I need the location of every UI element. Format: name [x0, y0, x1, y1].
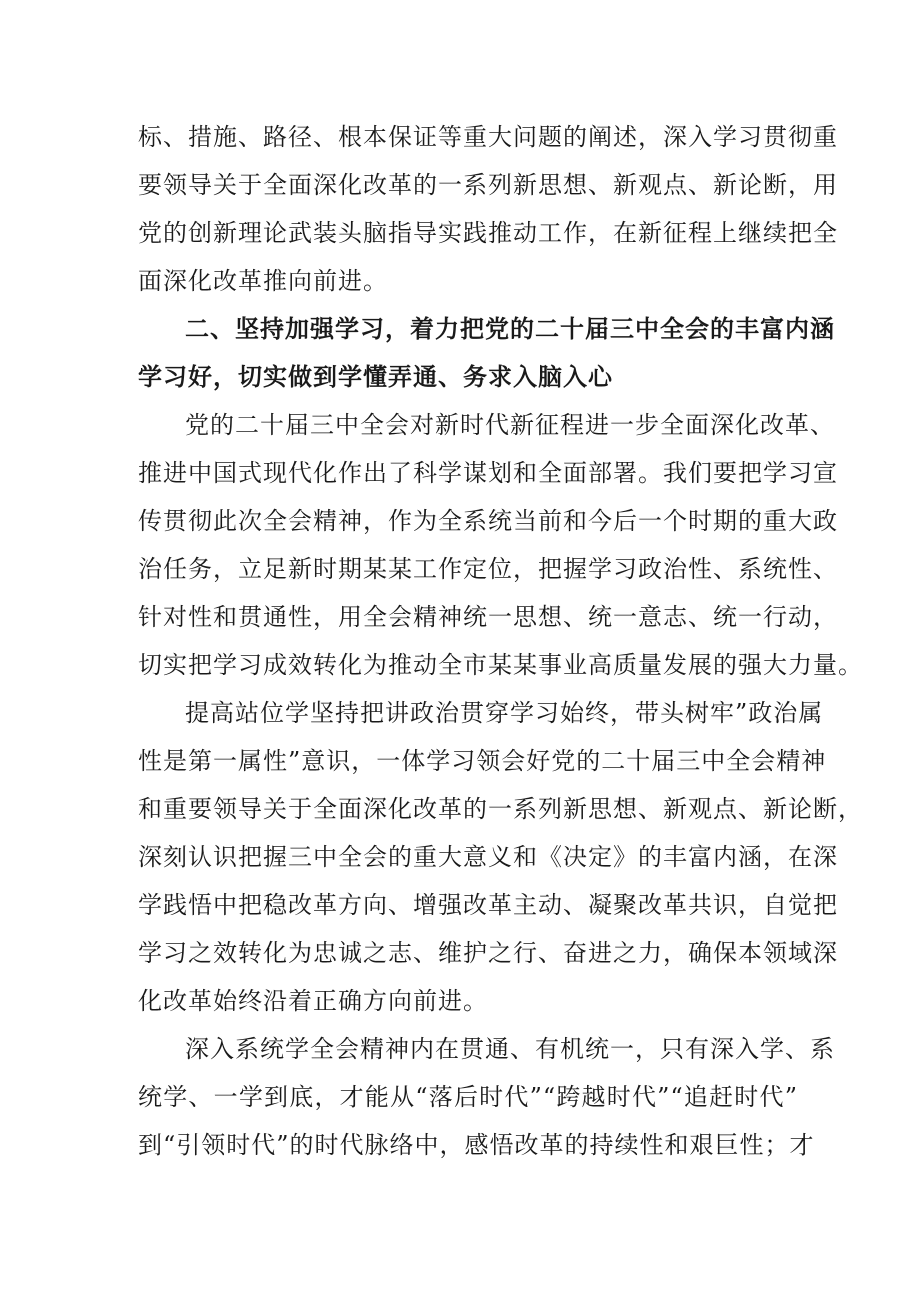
paragraph-line: 治任务，立足新时期某某工作定位，把握学习政治性、系统性、	[138, 555, 838, 583]
paragraph-line: 提高站位学坚持把讲政治贯穿学习始终，带头树牢”政治属	[185, 699, 824, 727]
paragraph-line: 学践悟中把稳改革方向、增强改革主动、凝聚改革共识，自觉把	[138, 891, 838, 919]
heading-line: 二、坚持加强学习，着力把党的二十届三中全会的丰富内涵	[185, 315, 835, 343]
paragraph-line: 和重要领导关于全面深化改革的一系列新思想、新观点、新论断，	[138, 795, 863, 823]
paragraph-line: 传贯彻此次全会精神，作为全系统当前和今后一个时期的重大政	[138, 507, 838, 535]
paragraph-line: 标、措施、路径、根本保证等重大问题的阐述，深入学习贯彻重	[138, 123, 838, 151]
paragraph-line: 党的创新理论武装头脑指导实践推动工作，在新征程上继续把全	[138, 219, 838, 247]
paragraph-line: 要领导关于全面深化改革的一系列新思想、新观点、新论断，用	[138, 171, 838, 199]
paragraph-line: 学习之效转化为忠诚之志、维护之行、奋进之力，确保本领域深	[138, 939, 838, 967]
paragraph-line: 化改革始终沿着正确方向前进。	[138, 987, 488, 1015]
paragraph-line: 性是第一属性”意识，一体学习领会好党的二十届三中全会精神	[138, 747, 827, 775]
heading-line: 学习好，切实做到学懂弄通、务求入脑入心	[138, 363, 613, 391]
paragraph-line: 深入系统学全会精神内在贯通、有机统一，只有深入学、系	[185, 1035, 835, 1063]
paragraph-line: 面深化改革推向前进。	[138, 267, 388, 295]
paragraph-line: 推进中国式现代化作出了科学谋划和全面部署。我们要把学习宣	[138, 459, 838, 487]
paragraph-line: 党的二十届三中全会对新时代新征程进一步全面深化改革、	[185, 411, 835, 439]
paragraph-line: 切实把学习成效转化为推动全市某某事业高质量发展的强大力量。	[138, 651, 863, 679]
paragraph-line: 到“引领时代”的时代脉络中，感悟改革的持续性和艰巨性；才	[138, 1131, 815, 1159]
paragraph-line: 统学、一学到底，才能从“落后时代”“跨越时代”“追赶时代”	[138, 1083, 798, 1111]
paragraph-line: 深刻认识把握三中全会的重大意义和《决定》的丰富内涵，在深	[138, 843, 838, 871]
paragraph-line: 针对性和贯通性，用全会精神统一思想、统一意志、统一行动，	[138, 603, 838, 631]
